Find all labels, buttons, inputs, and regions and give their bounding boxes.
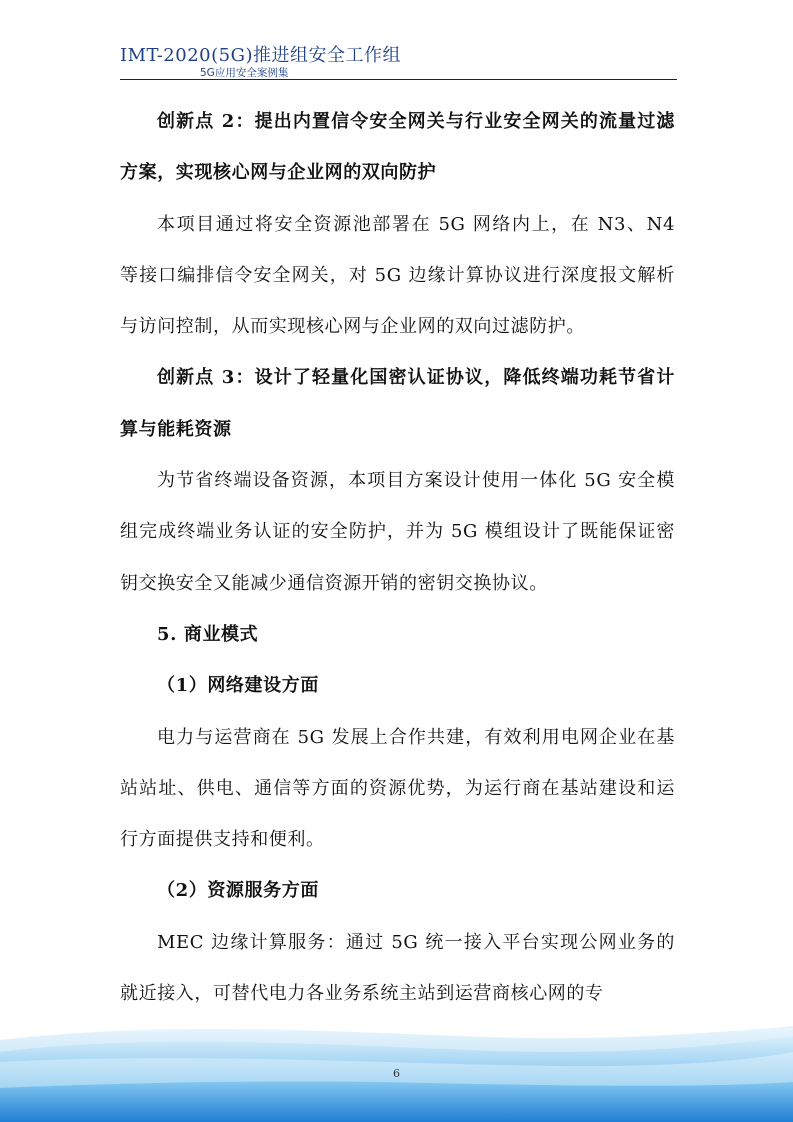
paragraph-innovation-2: 本项目通过将安全资源池部署在 5G 网络内上，在 N3、N4 等接口编排信令安全网关，对 5G 边缘计算协议进行深度报文解析与访问控制，从而实现核心网与企业网的双向过滤防护。	[120, 213, 675, 338]
header-divider	[120, 79, 677, 80]
section-heading-business-model: 5. 商业模式	[157, 623, 259, 645]
page-number: 6	[393, 1067, 400, 1080]
page-header	[0, 0, 793, 82]
innovation-point-2-heading: 创新点 2：提出内置信令安全网关与行业安全网关的流量过滤方案，实现核心网与企业网的双向防护	[120, 111, 675, 184]
document-body	[120, 96, 675, 1019]
paragraph-network: 电力与运营商在 5G 发展上合作共建，有效利用电网企业在基站站址、供电、通信等方面的资源优势，为运行商在基站建设和运行方面提供支持和便利。	[120, 726, 675, 851]
header-title: IMT-2020(5G)推进组安全工作组	[120, 45, 401, 66]
innovation-point-3-heading: 创新点 3：设计了轻量化国密认证协议，降低终端功耗节省计算与能耗资源	[120, 367, 675, 440]
paragraph-innovation-3: 为节省终端设备资源，本项目方案设计使用一体化 5G 安全模组完成终端业务认证的安全防护，并为 5G 模组设计了既能保证密钥交换安全又能减少通信资源开销的密钥交换协议。	[120, 470, 675, 594]
header-subtitle: 5G应用安全案例集	[200, 67, 289, 79]
paragraph-resources: MEC 边缘计算服务：通过 5G 统一接入平台实现公网业务的就近接入，可替代电力各业务系统主站到运营商核心网的专	[120, 931, 675, 1005]
subsection-heading-network: （1）网络建设方面	[157, 675, 319, 697]
subsection-heading-resources: （2）资源服务方面	[157, 880, 319, 902]
